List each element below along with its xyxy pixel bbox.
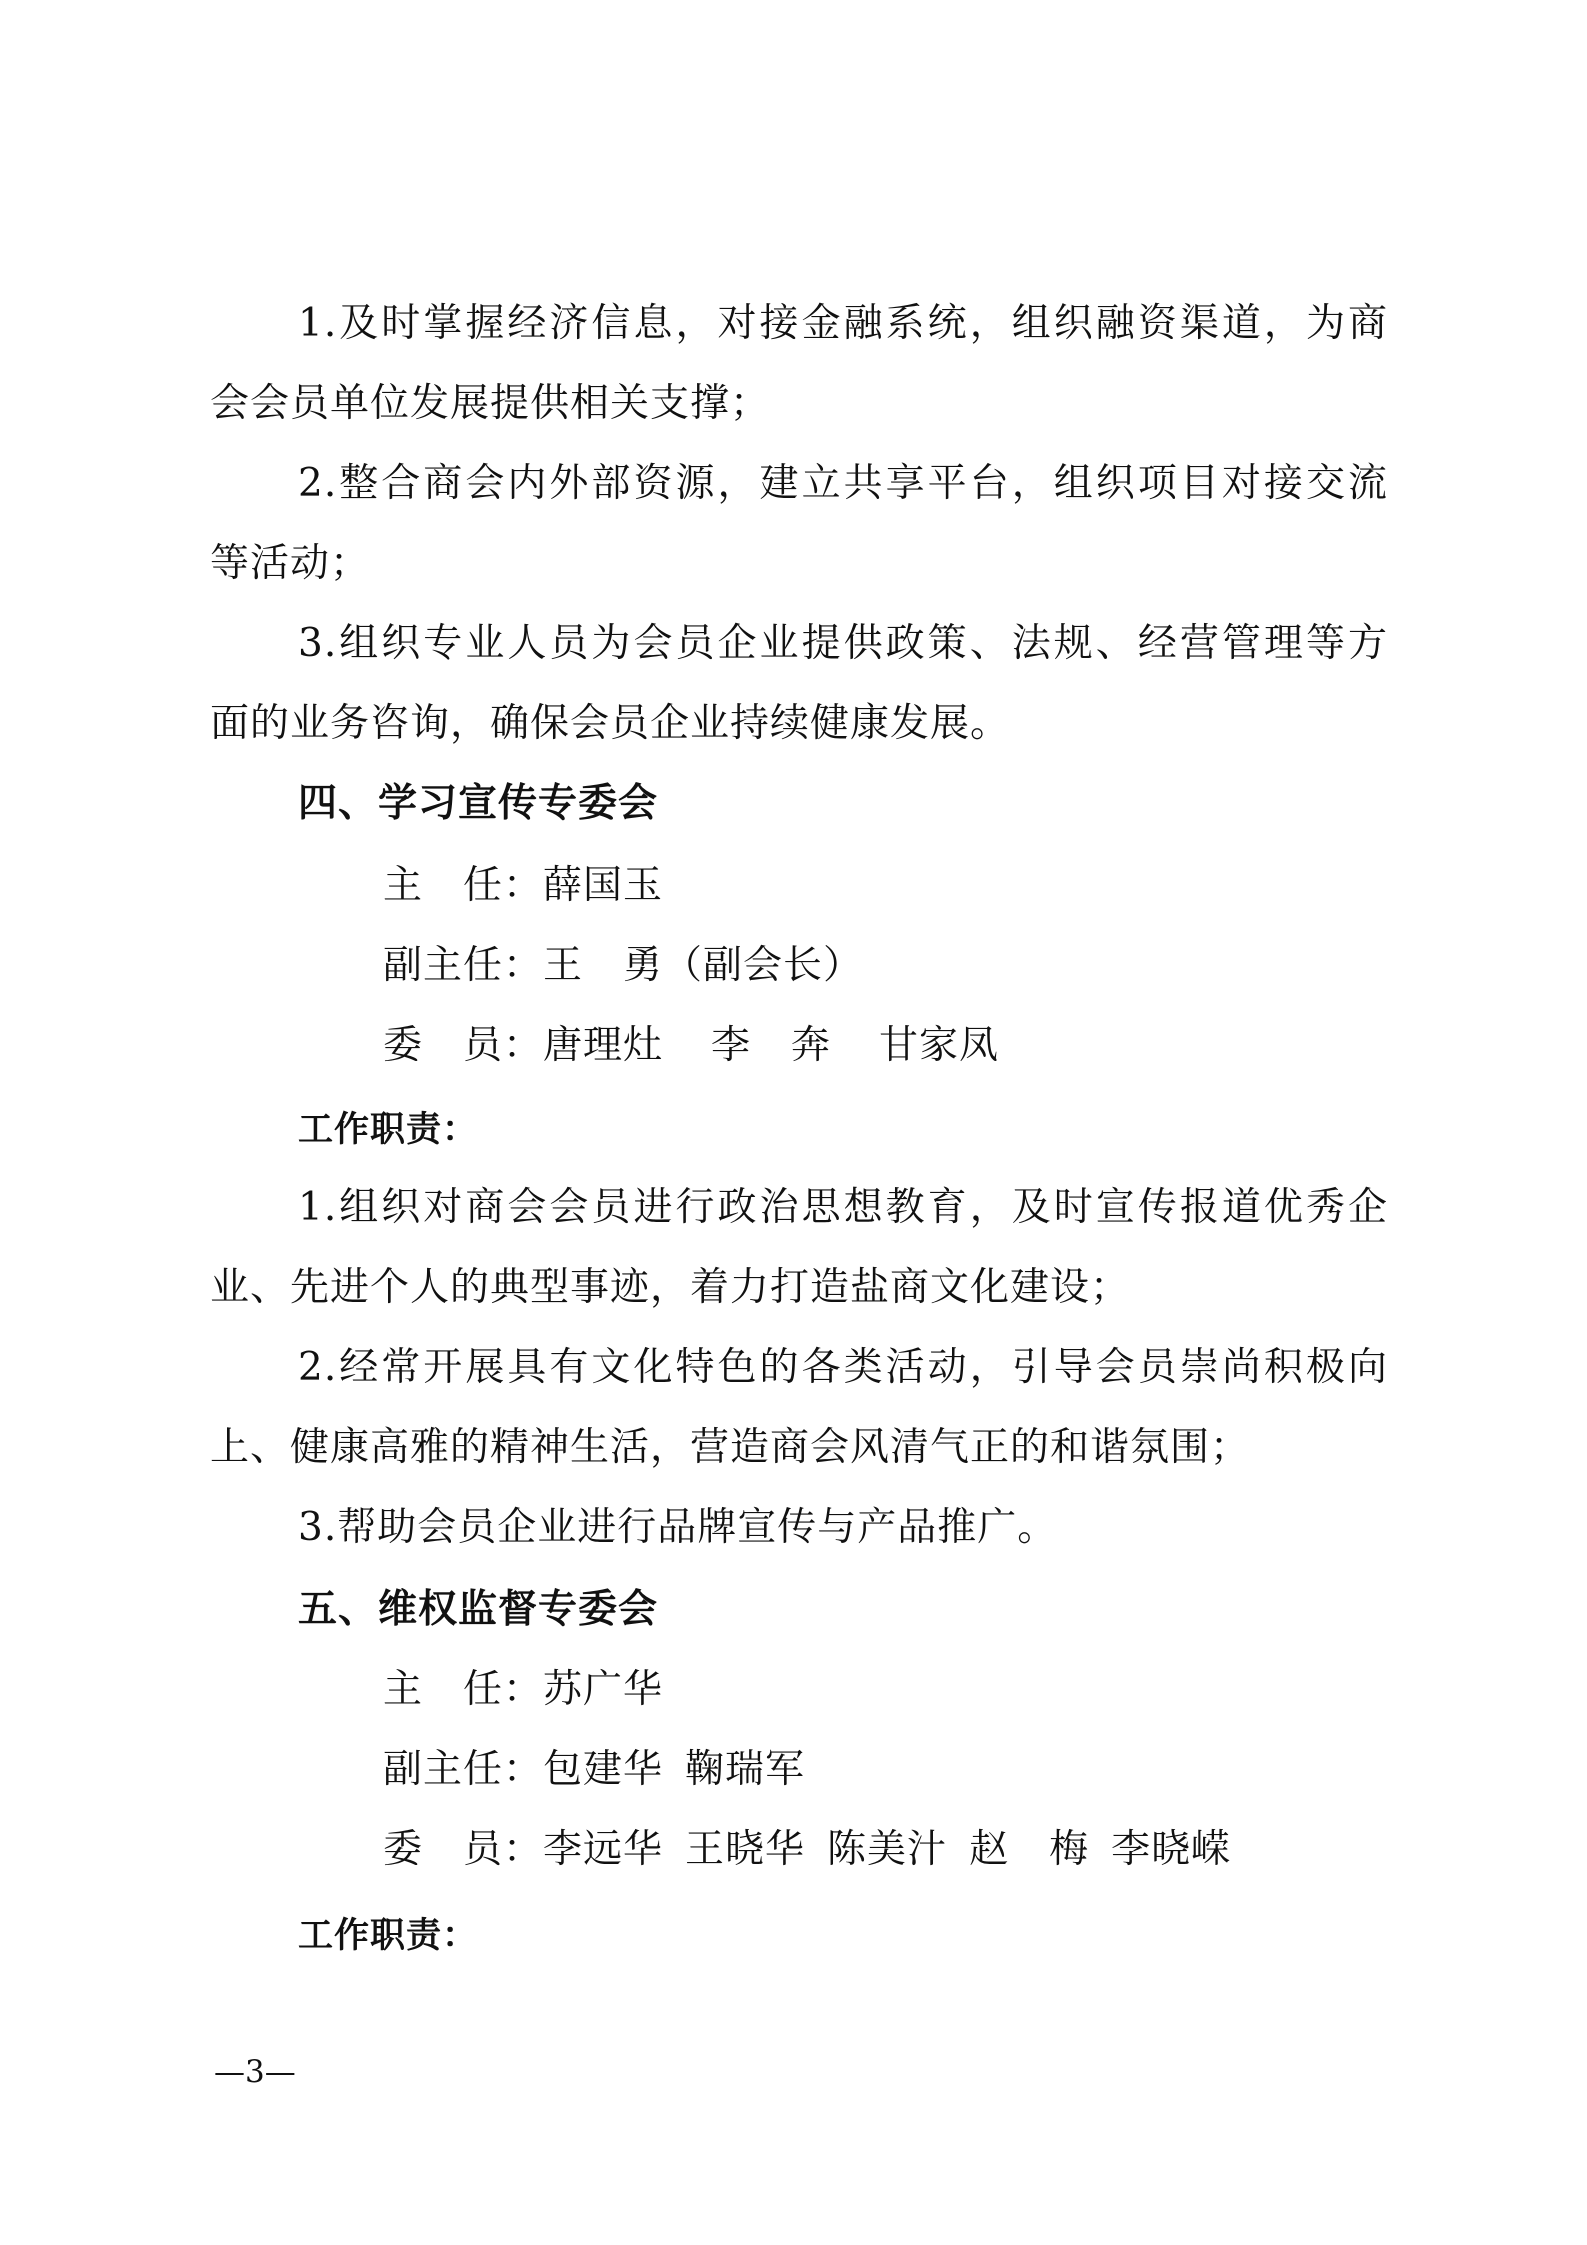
member-name: 唐理灶	[543, 1023, 664, 1068]
deputy-name: 包建华	[543, 1747, 664, 1792]
deputy-label: 副主任：	[383, 943, 544, 988]
duty-3-3-line2: 面的业务咨询，确保会员企业持续健康发展。	[210, 701, 1011, 746]
section-4-members	[383, 1022, 999, 1070]
section-4-duties-label: 工作职责：	[298, 1110, 479, 1150]
page-number: —3—	[214, 2054, 296, 2090]
director-label: 主 任：	[383, 1667, 544, 1712]
deputy-label: 副主任：	[383, 1747, 544, 1792]
duty-4-2-line2: 上、健康高雅的精神生活，营造商会风清气正的和谐氛围；	[210, 1425, 1251, 1470]
deputy-name: 王 勇（副会长）	[543, 943, 864, 988]
deputy-name: 鞠瑞军	[685, 1747, 806, 1792]
member-name: 赵 梅	[969, 1827, 1090, 1872]
member-name: 李 奔	[711, 1023, 832, 1068]
section-4-heading: 四、学习宣传专委会	[298, 781, 659, 826]
section-5-duties-label: 工作职责：	[298, 1916, 479, 1956]
member-name: 甘家凤	[879, 1023, 1000, 1068]
section-5-members	[383, 1826, 1231, 1874]
duty-4-2-line1: 2.经常开展具有文化特色的各类活动，引导会员崇尚积极向	[298, 1345, 1388, 1390]
duty-3-1-line2: 会会员单位发展提供相关支撑；	[210, 381, 771, 426]
section-5-heading: 五、维权监督专委会	[298, 1587, 659, 1632]
director-name: 苏广华	[543, 1667, 664, 1712]
member-name: 王晓华	[685, 1827, 806, 1872]
section-4-deputy	[383, 942, 863, 990]
duty-4-3-line1: 3.帮助会员企业进行品牌宣传与产品推广。	[298, 1505, 1058, 1550]
duty-4-1-line2: 业、先进个人的典型事迹，着力打造盐商文化建设；	[210, 1265, 1131, 1310]
duty-3-1-line1: 1.及时掌握经济信息，对接金融系统，组织融资渠道，为商	[298, 301, 1388, 346]
section-5-deputy	[383, 1746, 805, 1794]
section-4-director	[383, 862, 663, 910]
duty-3-2-line1: 2.整合商会内外部资源，建立共享平台，组织项目对接交流	[298, 461, 1388, 506]
director-label: 主 任：	[383, 863, 544, 908]
member-name: 陈美汁	[827, 1827, 948, 1872]
member-name: 李远华	[543, 1827, 664, 1872]
section-5-director	[383, 1666, 663, 1714]
duty-4-1-line1: 1.组织对商会会员进行政治思想教育，及时宣传报道优秀企	[298, 1185, 1388, 1230]
duty-3-2-line2: 等活动；	[210, 541, 371, 586]
members-label: 委 员：	[383, 1827, 544, 1872]
duty-3-3-line1: 3.组织专业人员为会员企业提供政策、法规、经营管理等方	[298, 621, 1388, 666]
member-name: 李晓嵘	[1111, 1827, 1232, 1872]
members-label: 委 员：	[383, 1023, 544, 1068]
director-name: 薛国玉	[543, 863, 664, 908]
